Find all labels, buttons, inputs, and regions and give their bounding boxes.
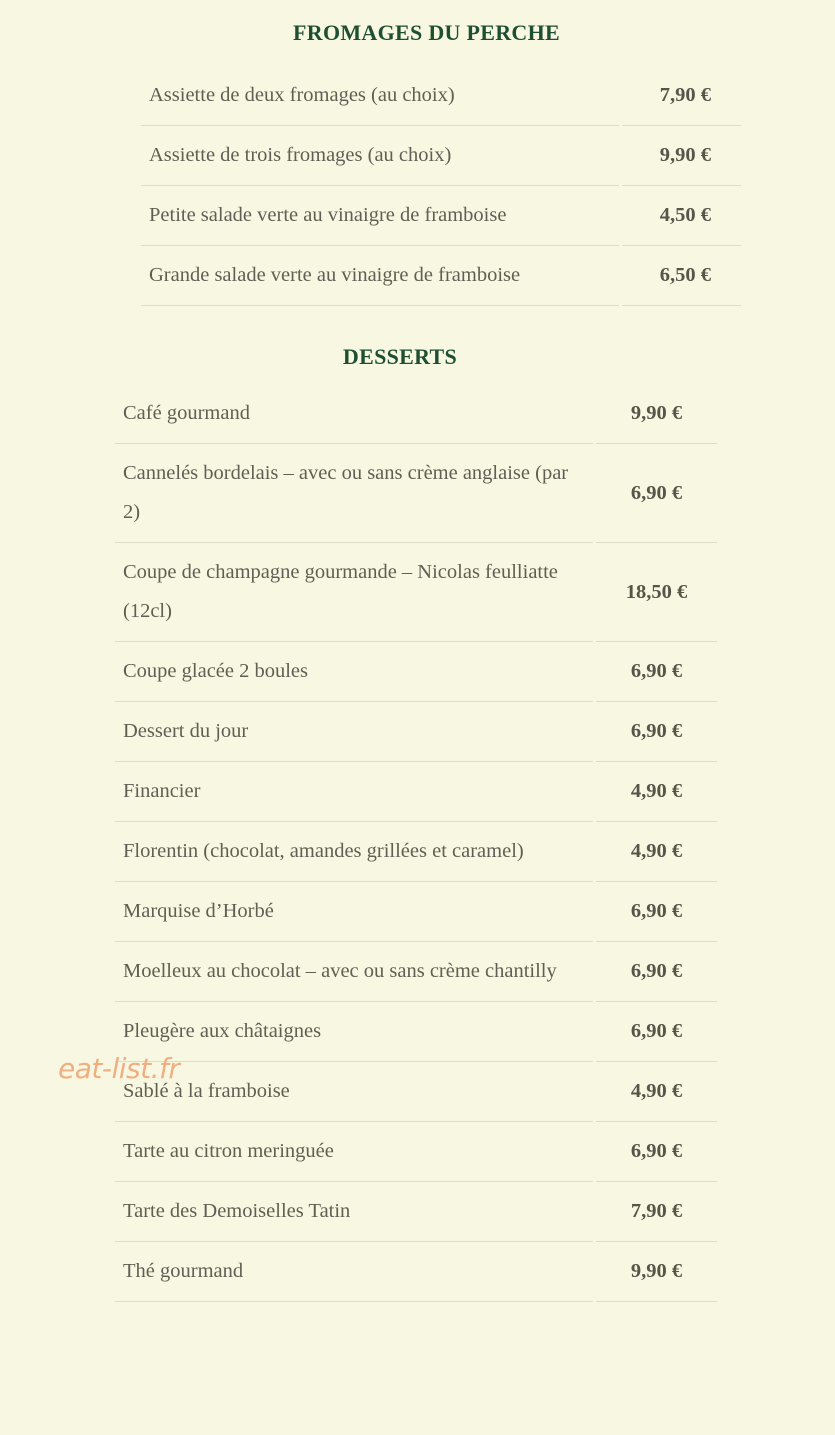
menu-item-price: 6,90 € bbox=[596, 642, 717, 702]
desserts-menu-table bbox=[112, 384, 720, 1302]
menu-item-name: Financier bbox=[115, 762, 593, 822]
menu-row bbox=[115, 1062, 717, 1122]
menu-row bbox=[115, 642, 717, 702]
menu-row bbox=[115, 882, 717, 942]
menu-row bbox=[115, 384, 717, 444]
menu-item-name: Thé gourmand bbox=[115, 1242, 593, 1302]
fromages-section-title: FROMAGES DU PERCHE bbox=[293, 20, 560, 45]
fromages-menu-table bbox=[138, 66, 744, 306]
menu-item-name: Coupe glacée 2 boules bbox=[115, 642, 593, 702]
desserts-section-title: DESSERTS bbox=[342, 344, 458, 369]
menu-row bbox=[115, 444, 717, 543]
menu-item-price: 9,90 € bbox=[622, 126, 741, 186]
menu-item-price: 6,90 € bbox=[596, 1002, 717, 1062]
menu-row bbox=[115, 822, 717, 882]
menu-item-name: Coupe de champagne gourmande – Nicolas feulliatte (12cl) bbox=[115, 543, 593, 642]
menu-item-price: 4,90 € bbox=[596, 762, 717, 822]
menu-item-price: 6,50 € bbox=[622, 246, 741, 306]
menu-item-price: 18,50 € bbox=[596, 543, 717, 642]
menu-row bbox=[115, 1242, 717, 1302]
menu-item-name: Grande salade verte au vinaigre de framboise bbox=[141, 246, 619, 306]
menu-row bbox=[115, 1002, 717, 1062]
menu-item-price: 7,90 € bbox=[622, 66, 741, 126]
menu-item-price: 6,90 € bbox=[596, 702, 717, 762]
menu-item-price: 6,90 € bbox=[596, 444, 717, 543]
menu-item-price: 7,90 € bbox=[596, 1182, 717, 1242]
menu-item-price: 6,90 € bbox=[596, 882, 717, 942]
menu-row bbox=[141, 186, 741, 246]
menu-item-name: Dessert du jour bbox=[115, 702, 593, 762]
menu-item-name: Tarte des Demoiselles Tatin bbox=[115, 1182, 593, 1242]
menu-row bbox=[115, 702, 717, 762]
menu-row bbox=[115, 1122, 717, 1182]
menu-item-name: Tarte au citron meringuée bbox=[115, 1122, 593, 1182]
menu-row bbox=[141, 66, 741, 126]
menu-item-price: 6,90 € bbox=[596, 1122, 717, 1182]
menu-item-name: Assiette de trois fromages (au choix) bbox=[141, 126, 619, 186]
menu-row bbox=[115, 762, 717, 822]
menu-item-price: 4,90 € bbox=[596, 822, 717, 882]
menu-item-price: 4,50 € bbox=[622, 186, 741, 246]
menu-row bbox=[141, 246, 741, 306]
menu-item-name: Café gourmand bbox=[115, 384, 593, 444]
menu-item-price: 9,90 € bbox=[596, 1242, 717, 1302]
menu-row bbox=[115, 543, 717, 642]
menu-item-name: Petite salade verte au vinaigre de framboise bbox=[141, 186, 619, 246]
menu-item-price: 4,90 € bbox=[596, 1062, 717, 1122]
menu-item-name: Pleugère aux châtaignes bbox=[115, 1002, 593, 1062]
menu-item-name: Marquise d’Horbé bbox=[115, 882, 593, 942]
menu-item-name: Assiette de deux fromages (au choix) bbox=[141, 66, 619, 126]
menu-row bbox=[141, 126, 741, 186]
menu-item-name: Florentin (chocolat, amandes grillées et caramel) bbox=[115, 822, 593, 882]
menu-row bbox=[115, 1182, 717, 1242]
menu-row bbox=[115, 942, 717, 1002]
menu-item-name: Sablé à la framboise bbox=[115, 1062, 593, 1122]
menu-item-name: Cannelés bordelais – avec ou sans crème anglaise (par 2) bbox=[115, 444, 593, 543]
menu-item-name: Moelleux au chocolat – avec ou sans crème chantilly bbox=[115, 942, 593, 1002]
menu-item-price: 9,90 € bbox=[596, 384, 717, 444]
watermark-logo: eat-list.fr bbox=[58, 1052, 180, 1085]
menu-item-price: 6,90 € bbox=[596, 942, 717, 1002]
